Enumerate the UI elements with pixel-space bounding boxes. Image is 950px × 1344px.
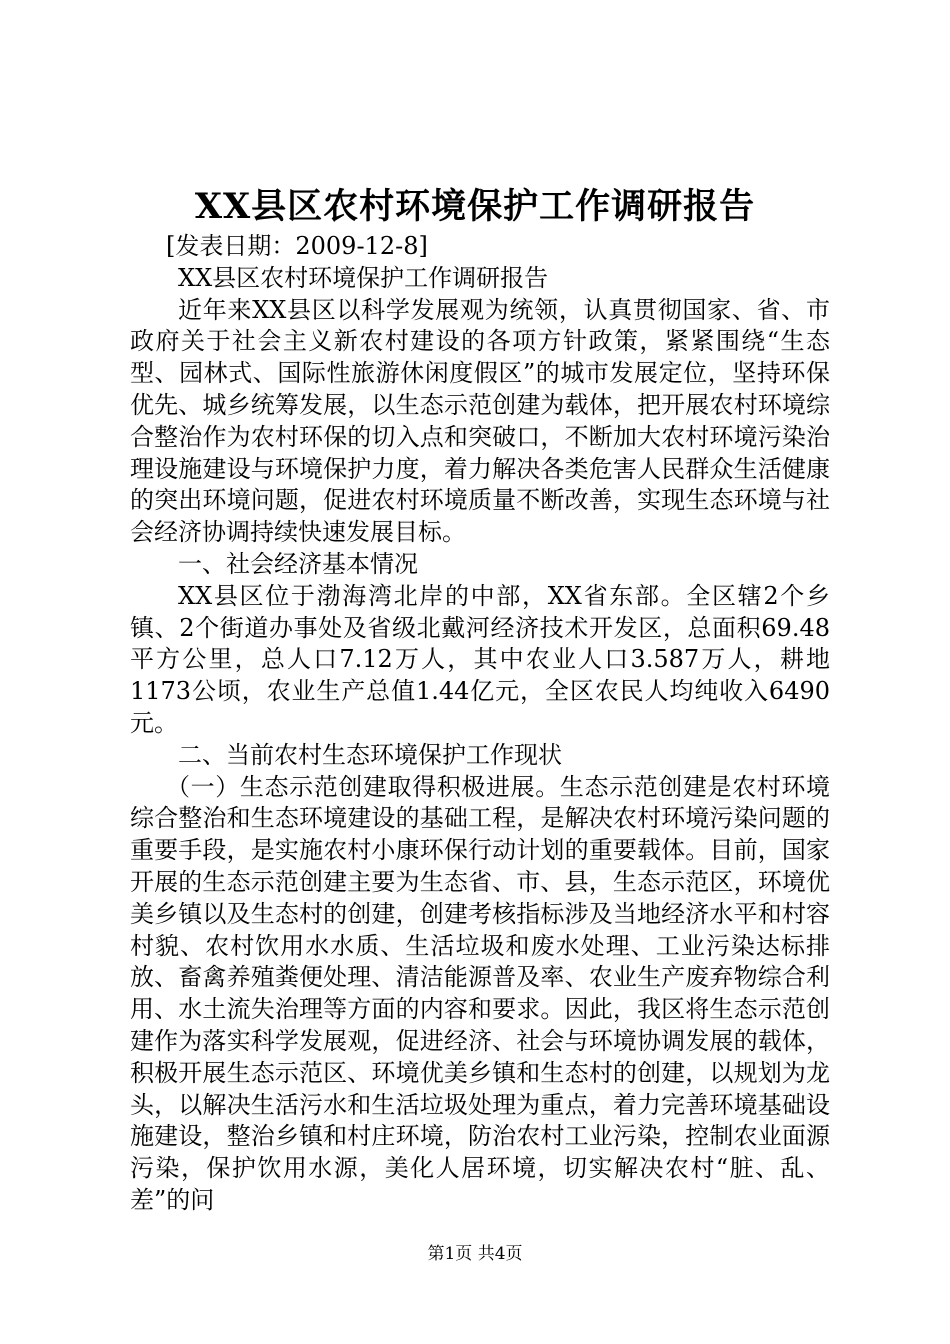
intro-paragraph: 近年来XX县区以科学发展观为统领，认真贯彻国家、省、市政府关于社会主义新农村建设的各项方针政策，紧紧围绕“生态型、园林式、国际性旅游休闲度假区”的城市发展定位，坚持环保优先、城乡统筹发展，以生态示范创建为载体，把开展农村环境综合整治作为农村环保的切入点和突破口，不断加大农村环境污染治理设施建设与环境保护力度，着力解决各类危害人民群众生活健康的突出环境问题，促进农村环境质量不断改善，实现生态环境与社会经济协调持续快速发展目标。	[130, 295, 830, 547]
section-heading-1: 一、社会经济基本情况	[178, 549, 418, 578]
section-2-paragraph: （一）生态示范创建取得积极进展。生态示范创建是农村环境综合整治和生态环境建设的基础工程，是解决农村环境污染问题的重要手段，是实施农村小康环保行动计划的重要载体。目前，国家开展的生态示范创建主要为生态省、市、县，生态示范区，环境优美乡镇以及生态村的创建，创建考核指标涉及当地经济水平和村容村貌、农村饮用水水质、生活垃圾和废水处理、工业污染达标排放、畜禽养殖粪便处理、清洁能源普及率、农业生产废弃物综合利用、水土流失治理等方面的内容和要求。因此，我区将生态示范创建作为落实科学发展观，促进经济、社会与环境协调发展的载体，积极开展生态示范区、环境优美乡镇和生态村的创建，以规划为龙头，以解决生活污水和生活垃圾处理为重点，着力完善环境基础设施建设，整治乡镇和村庄环境，防治农村工业污染，控制农业面源污染，保护饮用水源，美化人居环境，切实解决农村“脏、乱、差”的问	[130, 772, 830, 1214]
section-1-paragraph: XX县区位于渤海湾北岸的中部，XX省东部。全区辖2个乡镇、2个街道办事处及省级北戴河经济技术开发区，总面积69.48平方公里，总人口7.12万人，其中农业人口3.587万人，耕地1173公顷，农业生产总值1.44亿元，全区农民人均纯收入6490元。	[130, 581, 830, 737]
section-heading-2: 二、当前农村生态环境保护工作现状	[178, 740, 562, 769]
document-title: XX县区农村环境保护工作调研报告	[194, 186, 756, 227]
document-body	[130, 231, 830, 1217]
page-number-footer: 第1页 共4页	[427, 1244, 523, 1264]
publish-date: [发表日期：2009-12-8]	[166, 232, 428, 260]
subtitle-paragraph: XX县区农村环境保护工作调研报告	[178, 263, 549, 292]
